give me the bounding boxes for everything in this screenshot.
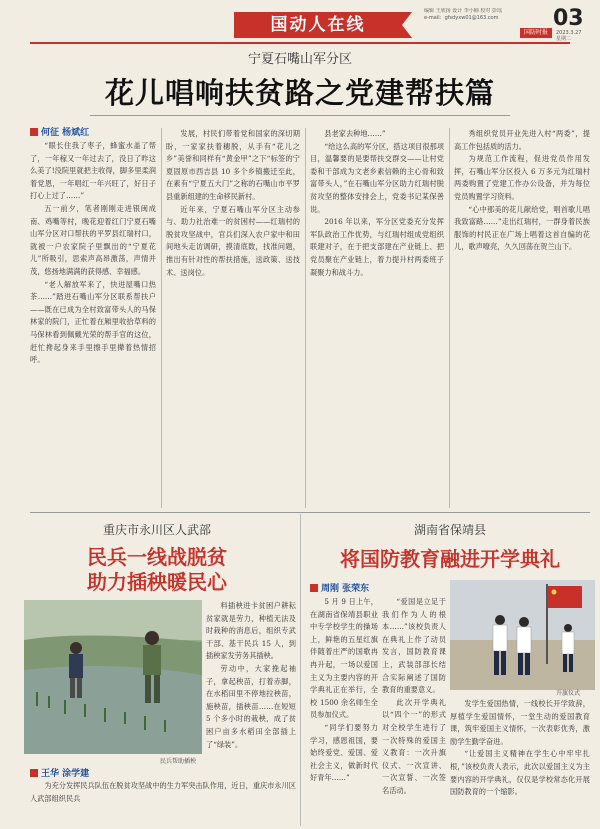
issue-weekday: 星期二	[556, 36, 572, 42]
credits-email: e-mail：gfsdyxw01@163.com	[424, 15, 499, 21]
page-number: 03	[553, 6, 584, 31]
bottom-left-title-line-2: 助力插秧暖民心	[87, 570, 227, 594]
paragraph: 料插秧进卡贫困户耕耘贫家就是劳力，种植无法及时栽种的消息后，组织专武干部、基干民兵 15 人，到插秧家发劳务其插秧。	[206, 601, 296, 661]
author-names: 何征 杨斌红	[41, 128, 90, 138]
top-article-column-1	[30, 140, 156, 508]
top-article-subtitle: 宁夏石嘴山军分区	[247, 52, 352, 67]
paragraph: 近年来，宁夏石嘴山军分区主动参与、助力社治难一的贫困村——红瑞村的脱贫攻坚战中，官兵们深入农户家中和田间地头走访调研，摸清底数，找准问题，推出有针对性的帮扶措施，送政策、送技术、送岗位。	[166, 204, 300, 277]
paragraph: 五一前夕，笔者刚刚走进银闽成南、鸡嘴等村，晚花迎着红门宁夏石嘴山军分区对口帮扶的平罗县红瑞村口，就被一户农家院子里飘出的“宁夏花儿”所吸引，思索声高昂激荡，声情并茂，悠扬地满满的获得感、幸福感。	[30, 203, 156, 276]
paragraph: “眼长住我了枣子，蜂蜜水盖了帮了，一年稼又一年过去了，没日了昨这么美了!没院里就把主收得，脚多里柔润着党恩，一年唱红一年兴旺了，好日子打心上过了……”	[30, 141, 156, 201]
editorial-credits	[424, 8, 544, 22]
rice-planting-photo	[24, 600, 202, 754]
author-names: 周刚 张荣东	[321, 584, 370, 594]
paragraph: “爱国是立足于我们作为人的根本……”该校负责人在典礼上作了动员发言，国防教育课上，武装部部长结合实际阐述了国防教育的重要意义。	[382, 597, 446, 695]
paragraph: 为规范工作流程，促进党员作用发挥，石嘴山军分区投入 6 万多元为红瑞村两委购置了党建工作办公设备，并为每位党员购置学习资料。	[454, 154, 590, 201]
bottom-right-title: 将国防教育融进开学典礼	[340, 547, 560, 571]
rice-planting-illustration	[24, 600, 202, 754]
page-header	[0, 0, 600, 42]
flag-photo-caption: 升旗仪式	[556, 690, 581, 697]
paragraph: “给这么高的军分区，搭这项目很那项目，温馨要的是要帮扶交群交——让村党委和干部成为文老乡素信赖的主心骨和致富带头人，”在石嘴山军分区助力红瑞村脱贫攻坚的整体安排会上，党委书记某保善说。	[310, 141, 444, 214]
paragraph: 为充分发挥民兵队伍在脱贫攻坚战中的生力军突击队作用，近日，重庆市永川区人武部组织民兵	[30, 781, 296, 803]
paragraph: 此次开学典礼以“四个一”的形式对全校学生进行了一次特殊的爱国主义教育：一次升旗仪式、一次宣讲、一次宣誓、一次签名活动。	[382, 697, 446, 795]
paragraph: 发学生爱国热情，一线校长开学致辞，厚植学生爱国情怀，一堂生动的爱国教育课，筑牢爱国主义情怀，一次表彰优秀，激励学生勤学奋进。	[450, 699, 590, 746]
paragraph: “心中那美的花儿献给党，唱首歌儿唱我致富路……”走出红瑞村，一群身着民族服饰的村民正在广场上唱着这首自编的花儿，歌声嘹亮，久久回荡在贺兰山下。	[454, 204, 590, 252]
section-banner: 国动人在线	[234, 12, 402, 38]
paragraph: 2016 年以来，军分区党委充分发挥军队政治工作优势，与红瑞村组成党组织联建对子，在于把支部建在产业链上、把党员聚在产业链上，着力提升村两委班子凝聚力和战斗力。	[310, 217, 444, 277]
header-rule	[30, 42, 570, 44]
issue-date	[556, 30, 581, 42]
flag-raising-illustration	[450, 580, 595, 690]
bottom-right-author	[310, 581, 369, 594]
bottom-right-column-3	[450, 698, 590, 826]
bottom-right-column-1	[310, 596, 378, 826]
rice-photo-caption: 民兵帮助插秧	[160, 758, 197, 765]
paragraph: 发展，村民们带着党和国家的深切期盼，一家家扶着穗脱，从手有“花儿之乡”美誉和同样有“黄金甲”之下“标签的宁夏固原市西吉县 10 多个乡镇搬迁至此，在素有“宁夏五大门”之称的石嘴山市平罗县重新组建的生命移民新村。	[166, 129, 300, 201]
top-article-column-3	[310, 128, 444, 508]
top-article-title: 花儿唱响扶贫路之党建帮扶篇	[0, 71, 600, 116]
banner-flag-shape	[402, 12, 412, 38]
article-divider	[30, 512, 590, 513]
column-divider	[305, 128, 306, 508]
paragraph: 秀组织党员开业先进入村“两委”，提高工作包括质的活力。	[454, 129, 590, 151]
author-names: 王华 涂学建	[41, 769, 90, 779]
paragraph: 县老家去种地……”	[324, 129, 386, 138]
paragraph: “老人解放军来了，快进屋嘴口热茶……”踏进石嘴山军分区联系帮扶户——既在已成为全村致富带头人的马保林家的院门，正忙着在厢里收拾草料的马保林看到佩戴光荣的帮手官的这位，赶忙搀起身来手里擦手里撵着热情招呼。	[30, 279, 156, 365]
column-divider	[449, 128, 450, 508]
paragraph: “让爱国主义精神在学生心中牢牢扎根，”该校负责人表示，此次以爱国主义为主要内容的开学典礼，仅仅是学校常态化开展国防教育的一个缩影。	[450, 749, 590, 797]
top-article-column-4	[454, 128, 590, 508]
article-divider-vertical	[300, 514, 301, 826]
author-marker-icon	[30, 128, 38, 136]
paragraph: 劳动中，大家挽起袖子，拿起秧苗，打着赤脚，在水稻田里不停地拉秧苗，施秧苗，插秧苗……在短短 5 个多小时的栽秧，成了贫困户亩多水稻田全部插上了“绿装”。	[206, 663, 296, 749]
column-divider	[161, 128, 162, 508]
bottom-left-column-bottom	[30, 780, 296, 826]
top-article-author	[30, 125, 89, 138]
credits-line: 编辑 王欣扬 设计 李小楠 校对 彭瑶	[424, 8, 502, 14]
bottom-right-column-2	[382, 596, 446, 826]
bottom-left-subtitle: 重庆市永川区人武部	[102, 523, 211, 537]
paper-logo: 国防时报	[520, 28, 552, 38]
issue-date-line: 2023.3.27	[556, 30, 582, 36]
bottom-right-subtitle: 湖南省保靖县	[413, 523, 486, 537]
author-marker-icon	[30, 769, 38, 777]
bottom-left-title-line-1: 民兵一线战脱贫	[87, 545, 227, 569]
bottom-left-column-right	[206, 600, 296, 756]
bottom-left-author	[30, 766, 89, 779]
flag-raising-photo	[450, 580, 595, 690]
top-article-column-2	[166, 128, 300, 508]
paragraph: 5 月 9 日上午，在湖南省保靖县职业中专学校学生的操场上，鲜艳的五星红旗伴随着庄严的国歌冉冉升起，一场以爱国主义为主要内容的开学典礼正在举行，全校 1500 余名师生全员参加仪式。	[310, 597, 378, 720]
author-marker-icon	[310, 584, 318, 592]
paragraph: “同学们要努力学习，感恩祖国，要始终爱党、爱国、爱社会主义，做新时代好青年……”	[310, 722, 378, 783]
